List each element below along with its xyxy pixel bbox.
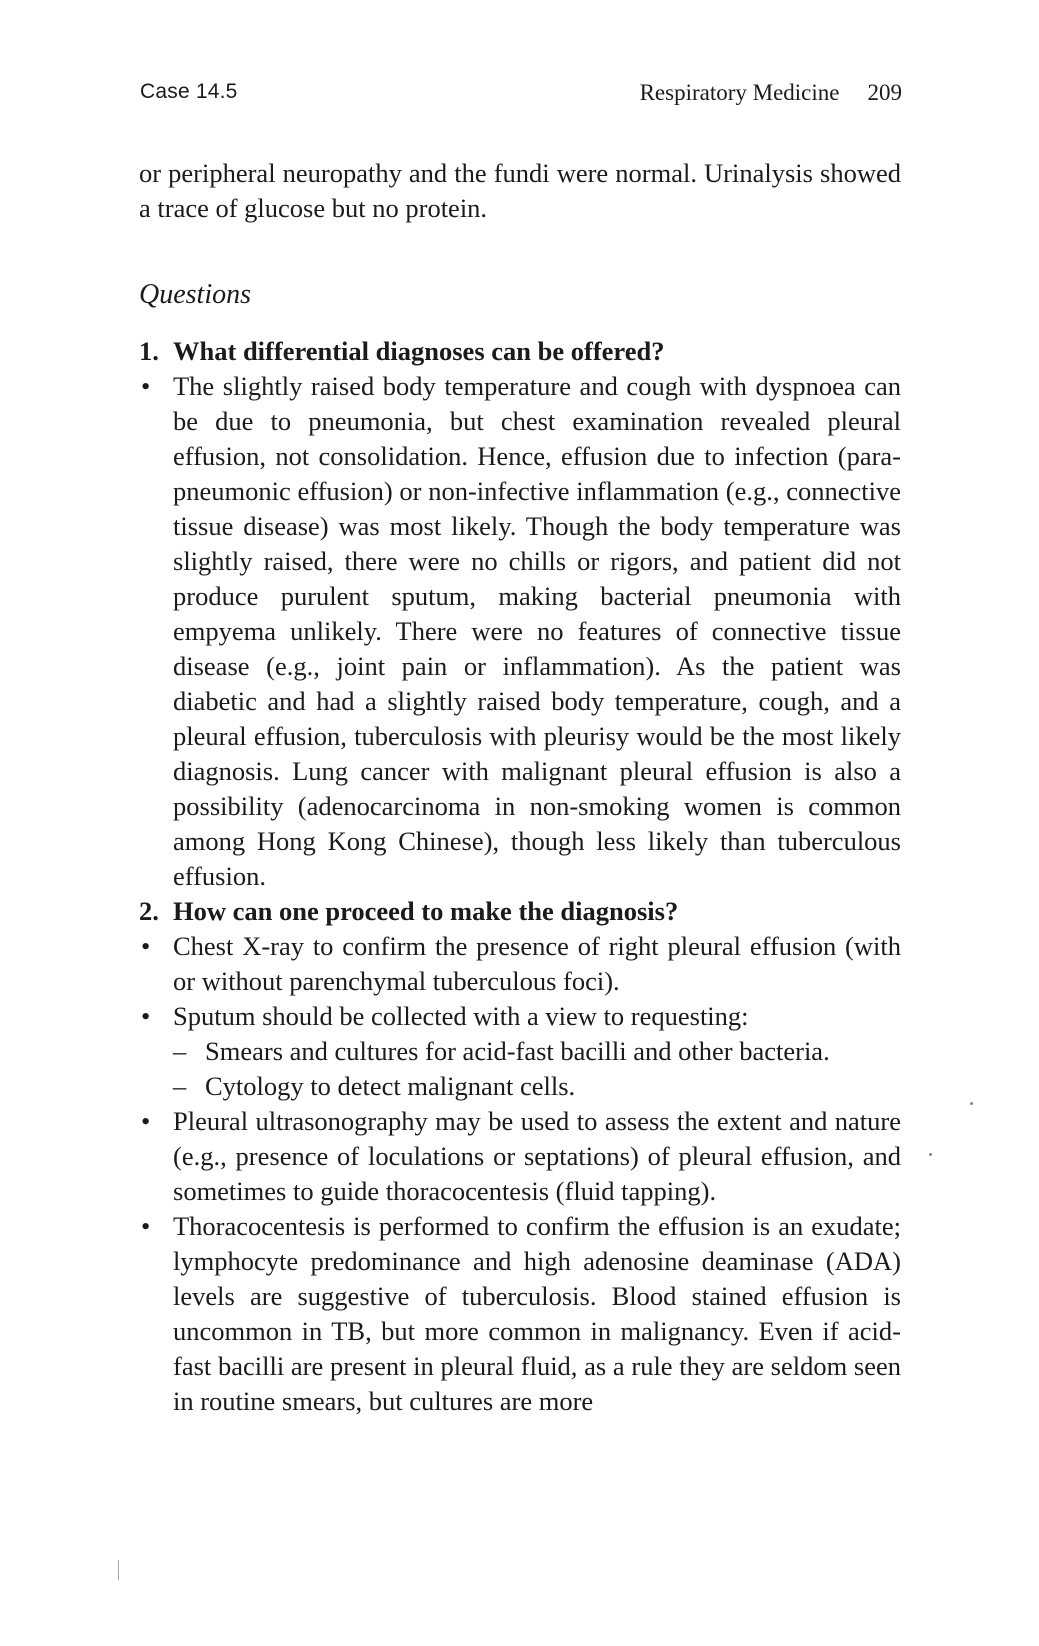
answer-bullet: [139, 1209, 901, 1419]
section-title: Respiratory Medicine: [639, 80, 840, 105]
question-number: 1.: [139, 336, 159, 366]
bullet-icon: •: [141, 1211, 151, 1241]
answer-bullet: [139, 1104, 901, 1209]
sub-item: [139, 1034, 901, 1069]
bullet-icon: •: [141, 931, 151, 961]
bullet-icon: •: [141, 1106, 151, 1136]
question-text: How can one proceed to make the diagnosis?: [173, 896, 679, 926]
running-header: [140, 80, 902, 114]
question-number: 2.: [139, 896, 159, 926]
bullet-icon: •: [141, 371, 151, 401]
scan-speck: [929, 1153, 932, 1156]
answer-bullet: [139, 369, 901, 894]
bullet-text: Pleural ultrasonography may be used to assess the extent and nature (e.g., presence of loculations or septations) of pleural effusion, and sometimes to guide thoracocentesis (fluid tapping).: [173, 1106, 901, 1206]
answer-bullet: [139, 999, 901, 1034]
question-2: [139, 894, 901, 929]
bullet-icon: •: [141, 1001, 151, 1031]
question-text: What differential diagnoses can be offered?: [173, 336, 665, 366]
sub-item-text: Smears and cultures for acid-fast bacilli and other bacteria.: [205, 1036, 830, 1066]
sub-item: [139, 1069, 901, 1104]
answer-bullet: [139, 929, 901, 999]
sub-item-text: Cytology to detect malignant cells.: [205, 1071, 576, 1101]
scan-mark: [118, 1560, 127, 1580]
question-1: [139, 334, 901, 369]
questions-heading: Questions: [139, 279, 251, 310]
bullet-text: Thoracocentesis is performed to confirm the effusion is an exudate; lymphocyte predominance and high adenosine deaminase (ADA) levels are suggestive of tuberculosis. Blood stained effusion is uncommon in TB, but more common in malignancy. Even if acid-fast bacilli are present in pleural fluid, as a rule they are seldom seen in routine smears, but cultures are more: [173, 1211, 901, 1416]
dash-icon: –: [173, 1036, 187, 1066]
intro-paragraph: or peripheral neuropathy and the fundi were normal. Urinalysis showed a trace of glucose but no protein.: [139, 158, 901, 223]
scan-speck: [970, 1102, 973, 1105]
bullet-text: The slightly raised body temperature and cough with dyspnoea can be due to pneumonia, but chest examination revealed pleural effusion, not consolidation. Hence, effusion due to infection (para-pneumonic effusion) or non-infective inflammation (e.g., connective tissue disease) was most likely. Though the body temperature was slightly raised, there were no chills or rigors, and patient did not produce purulent sputum, making bacterial pneumonia with empyema unlikely. There were no features of connective tissue disease (e.g., joint pain or inflammation). As the patient was diabetic and had a slightly raised body temperature, cough, and a pleural effusion, tuberculosis with pleurisy would be the most likely diagnosis. Lung cancer with malignant pleural effusion is also a possibility (adenocarcinoma in non-smoking women is common among Hong Kong Chinese), though less likely than tuberculous effusion.: [173, 371, 901, 891]
questions-section: [139, 334, 901, 1419]
case-label: Case 14.5: [140, 80, 238, 103]
bullet-text: Sputum should be collected with a view to requesting:: [173, 1001, 749, 1031]
header-right: [640, 80, 902, 106]
page-number: 209: [867, 80, 902, 105]
dash-icon: –: [173, 1071, 187, 1101]
bullet-text: Chest X-ray to confirm the presence of right pleural effusion (with or without parenchymal tuberculous foci).: [173, 931, 901, 996]
